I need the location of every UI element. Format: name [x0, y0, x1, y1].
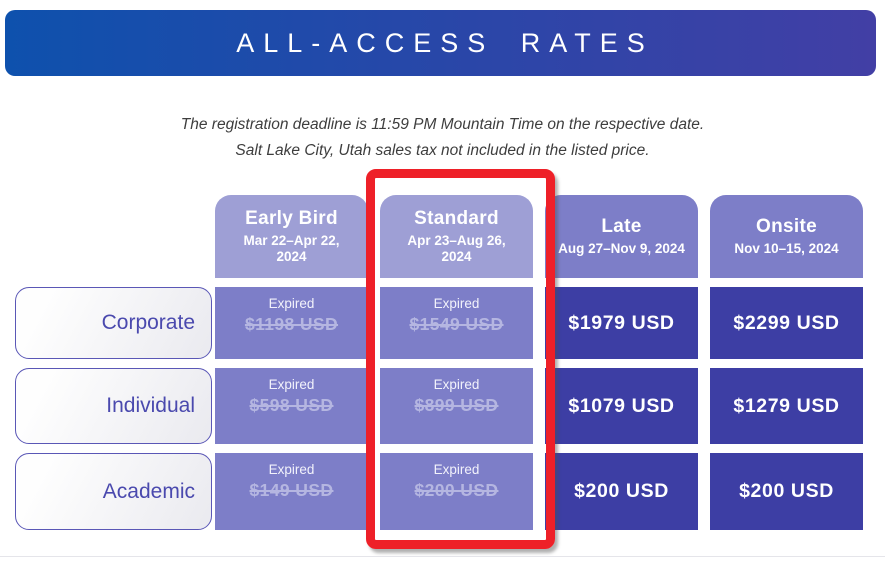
expired-label: Expired [433, 462, 480, 477]
cell-corporate-late [545, 287, 698, 359]
column-dates: Mar 22–Apr 22, 2024 [243, 233, 340, 264]
row-label-corporate [15, 287, 212, 359]
section-divider [0, 556, 885, 557]
cell-individual-standard [380, 368, 533, 444]
column-title: Early Bird [245, 208, 338, 229]
column-title: Onsite [756, 216, 817, 237]
cell-academic-late [545, 453, 698, 530]
expired-label: Expired [268, 462, 315, 477]
cell-corporate-standard [380, 287, 533, 359]
column-header-late [545, 195, 698, 278]
expired-label: Expired [433, 296, 480, 311]
expired-label: Expired [268, 377, 315, 392]
row-label-academic [15, 453, 212, 530]
note-deadline: The registration deadline is 11:59 PM Mountain Time on the respective date. [180, 116, 705, 133]
column-dates: Aug 27–Nov 9, 2024 [558, 241, 685, 256]
cell-individual-early-bird [215, 368, 368, 444]
cell-individual-late [545, 368, 698, 444]
expired-price: $1198 USD [244, 314, 339, 334]
price-text: $1979 USD [568, 311, 675, 334]
note-sales-tax: Salt Lake City, Utah sales tax not included in the listed price. [235, 142, 650, 159]
row-label-text: Individual [106, 394, 195, 417]
expired-price: $598 USD [249, 395, 334, 415]
price-text: $200 USD [739, 480, 834, 502]
registration-notes [0, 112, 885, 164]
column-header-early-bird [215, 195, 368, 278]
price-text: $1079 USD [568, 394, 675, 417]
expired-price: $149 USD [249, 480, 334, 500]
column-title: Late [601, 216, 642, 237]
row-label-text: Academic [102, 479, 195, 503]
price-text: $2299 USD [733, 311, 840, 334]
page-header-banner [5, 10, 876, 76]
cell-academic-onsite [710, 453, 863, 530]
expired-price: $899 USD [414, 395, 499, 415]
cell-academic-early-bird [215, 453, 368, 530]
cell-corporate-onsite [710, 287, 863, 359]
column-dates: Apr 23–Aug 26, 2024 [407, 233, 506, 264]
column-title: Standard [414, 208, 499, 229]
expired-price: $1549 USD [409, 314, 504, 334]
price-text: $1279 USD [733, 394, 840, 417]
cell-academic-standard [380, 453, 533, 530]
column-header-onsite [710, 195, 863, 278]
expired-label: Expired [433, 377, 480, 392]
expired-label: Expired [268, 296, 315, 311]
cell-individual-onsite [710, 368, 863, 444]
cell-corporate-early-bird [215, 287, 368, 359]
row-label-text: Corporate [101, 311, 195, 334]
expired-price: $200 USD [414, 480, 499, 500]
rates-table [215, 195, 863, 530]
price-text: $200 USD [574, 480, 669, 502]
row-label-individual [15, 368, 212, 444]
column-header-standard [380, 195, 533, 278]
page-title: ALL-ACCESS RATES [236, 27, 654, 58]
column-dates: Nov 10–15, 2024 [734, 241, 839, 256]
